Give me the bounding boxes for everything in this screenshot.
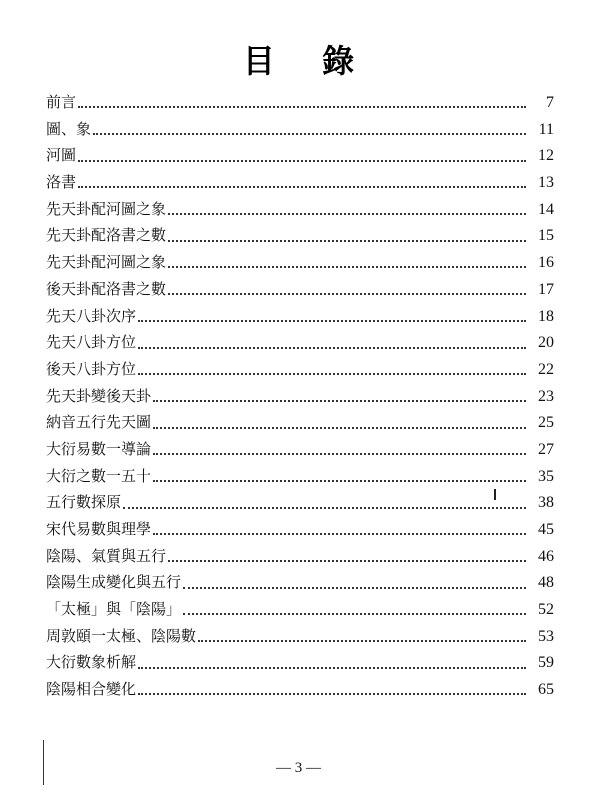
toc-entry-title: 大衍易數一導論 xyxy=(46,439,152,458)
dot-leader xyxy=(138,306,526,322)
toc-row xyxy=(46,383,554,410)
toc-page-number: 22 xyxy=(538,360,554,378)
toc-entry-title: 前言 xyxy=(46,93,77,111)
toc-row xyxy=(46,89,554,116)
dot-leader xyxy=(153,519,526,535)
toc-entry-title: 先天八卦方位 xyxy=(46,333,137,352)
toc-entry-title: 大衍之數一五十 xyxy=(46,466,152,485)
page-title: 目 錄 xyxy=(242,42,373,80)
toc-page-number: 7 xyxy=(546,94,554,111)
toc-page-number: 45 xyxy=(538,521,554,538)
toc-page-number: 53 xyxy=(538,627,554,645)
toc-row xyxy=(46,356,554,383)
toc-entry-title: 陰陽相合變化 xyxy=(46,680,137,699)
toc-row xyxy=(46,303,554,330)
dot-leader xyxy=(168,279,526,295)
toc-row xyxy=(46,222,554,249)
toc-row xyxy=(46,436,554,463)
toc-entry-title: 先天八卦次序 xyxy=(46,306,137,325)
dot-leader xyxy=(153,386,526,402)
dot-leader xyxy=(78,92,526,108)
toc-entry-title: 五行數探原 xyxy=(46,493,122,512)
toc-row xyxy=(46,249,554,276)
toc-row xyxy=(46,409,554,436)
dot-leader xyxy=(78,172,526,188)
toc-entry-title: 「太極」與「陰陽」 xyxy=(46,600,182,619)
toc-entry-title: 先天卦變後天卦 xyxy=(46,386,152,405)
dot-leader xyxy=(168,546,526,562)
toc-page-number: 38 xyxy=(538,494,554,512)
toc-row xyxy=(46,596,554,623)
dot-leader xyxy=(138,679,526,695)
toc-row xyxy=(46,169,554,196)
toc-page-number: 12 xyxy=(538,147,554,165)
dot-leader xyxy=(168,199,526,215)
toc-page-number: 14 xyxy=(538,200,554,218)
toc-entry-title: 陰陽、氣質與五行 xyxy=(46,546,167,565)
toc-entry-title: 大衍數象析解 xyxy=(46,653,137,672)
toc-entry-title: 納音五行先天圖 xyxy=(46,413,152,432)
toc-entry-title: 先天卦配河圖之象 xyxy=(46,199,167,218)
toc-entry-title: 先天卦配洛書之數 xyxy=(46,226,167,245)
toc-page-number: 48 xyxy=(538,574,554,592)
toc-page-number: 20 xyxy=(538,334,554,352)
toc-page-number: 18 xyxy=(538,307,554,325)
toc-entry-title: 洛書 xyxy=(46,173,77,192)
toc-page-number: 35 xyxy=(538,467,554,485)
toc-row xyxy=(46,569,554,596)
toc-row xyxy=(46,623,554,650)
toc-entry-title: 先天卦配河圖之象 xyxy=(46,253,167,272)
table-of-contents xyxy=(46,89,554,703)
toc-row xyxy=(46,142,554,169)
dot-leader xyxy=(93,119,526,135)
toc-row xyxy=(46,116,554,143)
dot-leader xyxy=(153,466,526,482)
toc-row xyxy=(46,329,554,356)
toc-page-number: 59 xyxy=(538,654,554,672)
toc-row xyxy=(46,676,554,703)
toc-page-number: 27 xyxy=(538,440,554,458)
dot-leader xyxy=(123,493,526,509)
toc-page-number: 17 xyxy=(538,280,554,298)
toc-page-number: 25 xyxy=(538,414,554,432)
toc-page-number: 16 xyxy=(538,254,554,272)
dot-leader xyxy=(168,226,526,242)
toc-entry-title: 河圖 xyxy=(46,146,77,165)
dot-leader xyxy=(168,252,526,268)
toc-row xyxy=(46,489,554,516)
toc-row xyxy=(46,649,554,676)
toc-entry-title: 陰陽生成變化與五行 xyxy=(46,573,182,592)
toc-entry-title: 圖、象 xyxy=(46,119,92,138)
toc-entry-title: 後天卦配洛書之數 xyxy=(46,279,167,298)
dot-leader xyxy=(138,359,526,375)
toc-page-number: 23 xyxy=(538,387,554,405)
toc-row xyxy=(46,543,554,570)
dot-leader xyxy=(198,626,526,642)
dot-leader xyxy=(153,439,526,455)
dot-leader xyxy=(153,413,526,429)
page-number: — 3 — xyxy=(276,760,321,776)
toc-row xyxy=(46,276,554,303)
toc-page-number: 15 xyxy=(538,227,554,245)
dot-leader xyxy=(138,333,526,349)
toc-page-number: 52 xyxy=(538,601,554,619)
toc-page-number: 13 xyxy=(538,174,554,192)
toc-entry-title: 後天八卦方位 xyxy=(46,359,137,378)
toc-page-number: 46 xyxy=(538,547,554,565)
toc-entry-title: 宋代易數與理學 xyxy=(46,520,152,538)
toc-page-number: 11 xyxy=(538,120,554,138)
toc-entry-title: 周敦頤一太極、陰陽數 xyxy=(46,626,197,645)
toc-row xyxy=(46,516,554,543)
dot-leader xyxy=(138,653,526,669)
dot-leader xyxy=(183,573,526,589)
toc-row xyxy=(46,463,554,490)
scan-mark xyxy=(494,489,496,500)
dot-leader xyxy=(78,146,526,162)
dot-leader xyxy=(183,599,526,615)
toc-page-number: 65 xyxy=(538,681,554,699)
toc-row xyxy=(46,196,554,223)
